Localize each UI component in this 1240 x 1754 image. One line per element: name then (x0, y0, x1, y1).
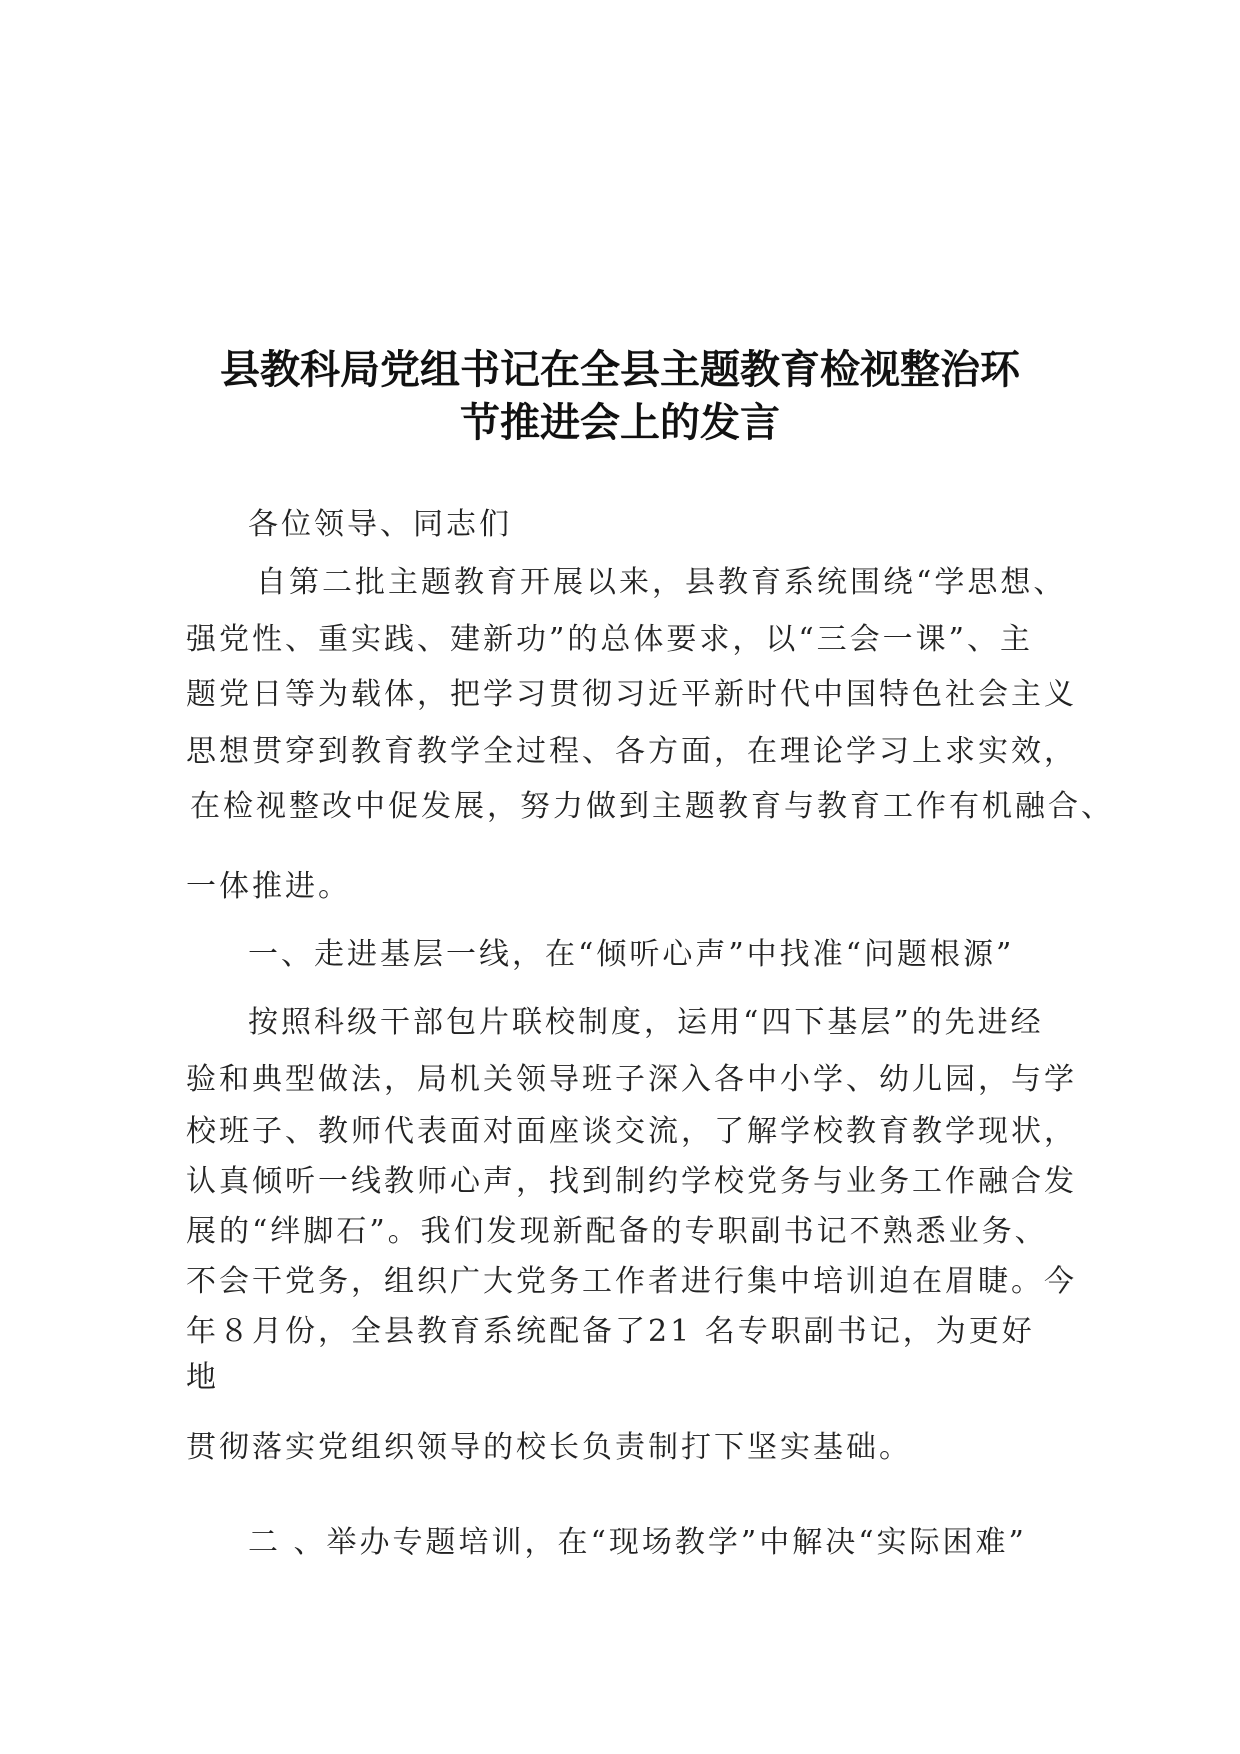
intro-line: 题党日等为载体，把学习贯彻习近平新时代中国特色社会主义 (186, 677, 1077, 712)
section-1-line: 贯彻落实党组织领导的校长负责制打下坚实基础。 (186, 1430, 912, 1465)
intro-line: 思想贯穿到教育教学全过程、各方面，在理论学习上求实效， (186, 734, 1077, 769)
section-1-line: 年８月份，全县教育系统配备了21 名专职副书记，为更好 (186, 1314, 1035, 1349)
document-title-line-2: 节推进会上的发言 (460, 400, 780, 446)
intro-line: 在检视整改中促发展，努力做到主题教育与教育工作有机融合、 (190, 789, 1114, 824)
section-1-line: 不会干党务，组织广大党务工作者进行集中培训迫在眉睫。今 (186, 1264, 1077, 1299)
intro-line: 强党性、重实践、建新功”的总体要求，以“三会一课”、主 (186, 622, 1034, 657)
section-1-line: 展的“绊脚石”。我们发现新配备的专职副书记不熟悉业务、 (186, 1214, 1048, 1249)
salutation: 各位领导、同志们 (248, 507, 512, 542)
section-1-line: 验和典型做法，局机关领导班子深入各中小学、幼儿园，与学 (186, 1062, 1077, 1097)
section-1-line: 按照科级干部包片联校制度，运用“四下基层”的先进经 (248, 1005, 1044, 1040)
section-2-heading: 二 、举办专题培训，在“现场教学”中解决“实际困难” (248, 1525, 1027, 1560)
section-1-line: 认真倾听一线教师心声，找到制约学校党务与业务工作融合发 (186, 1164, 1077, 1199)
intro-line: 自第二批主题教育开展以来，县教育系统围绕“学思想、 (256, 565, 1067, 600)
intro-line: 一体推进。 (186, 869, 351, 904)
section-1-line: 地 (186, 1360, 219, 1395)
section-1-line: 校班子、教师代表面对面座谈交流，了解学校教育教学现状， (186, 1114, 1077, 1149)
document-title-line-1: 县教科局党组书记在全县主题教育检视整治环 (220, 347, 1020, 393)
section-1-heading: 一、走进基层一线，在“倾听心声”中找准“问题根源” (248, 937, 1015, 972)
